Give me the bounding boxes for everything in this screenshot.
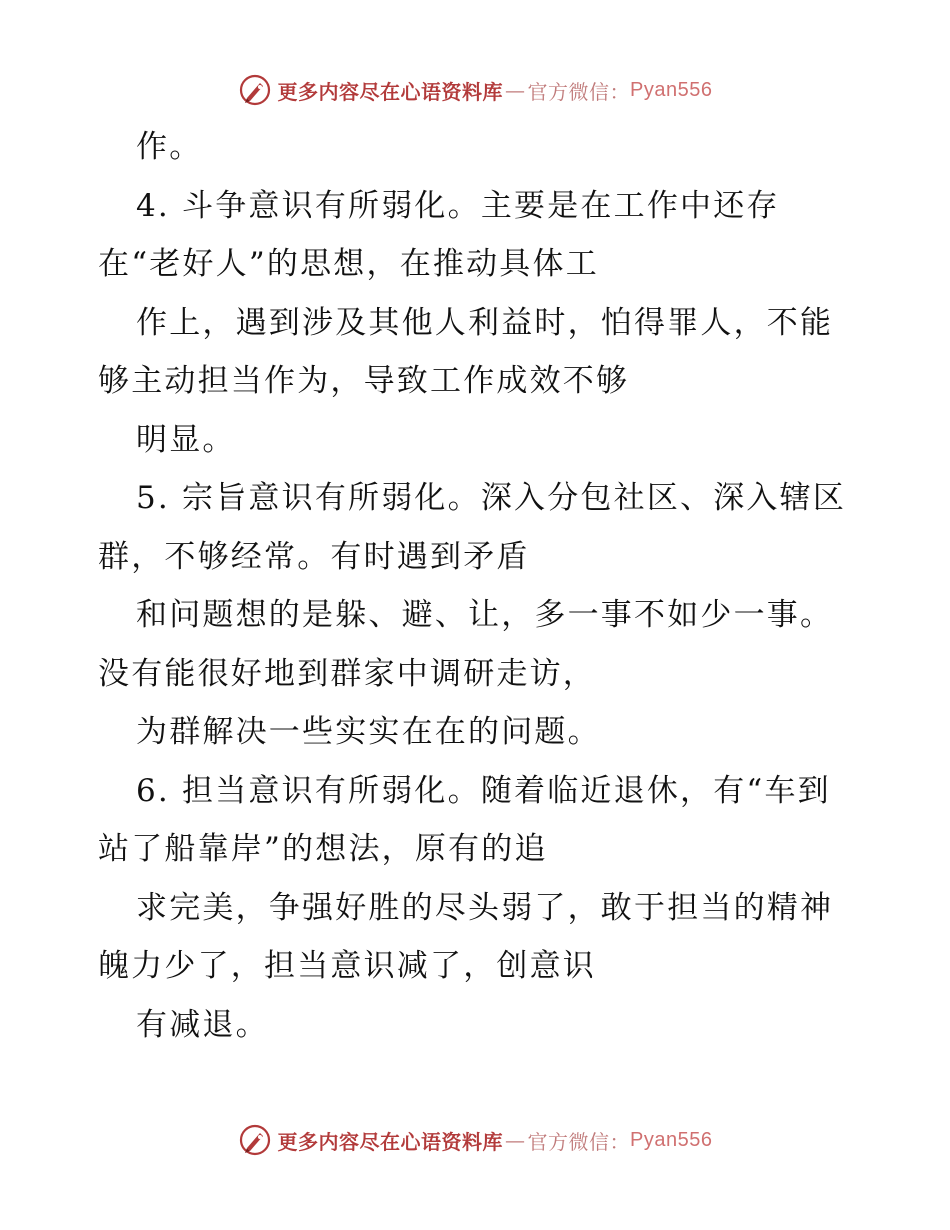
text-line: 求完美，争强好胜的尽头弱了，敢于担当的精神 [136,889,834,926]
text-line: 和问题想的是躲、避、让，多一事不如少一事。 [136,597,834,633]
text-line: 4. 斗争意识有所弱化。主要是在工作中还存 [136,187,780,224]
footer-watermark [0,1120,950,1160]
document-body [98,118,858,1054]
watermark-wechat-label: 官方微信： [527,1129,631,1154]
text-line: 没有能很好地到群家中调研走访， [98,655,596,692]
header-watermark [0,70,950,110]
watermark-separator: — [505,78,526,102]
watermark-separator: — [505,1128,526,1152]
text-line: 作。 [136,129,203,165]
watermark-site-text: 更多内容尽在心语资料库 [277,1129,504,1154]
text-line: 有减退。 [136,1006,269,1043]
watermark-text [278,1126,713,1155]
text-line: 魄力少了，担当意识减了，创意识 [98,948,596,984]
text-line: 在“老好人”的思想，在推动具体工 [98,246,599,282]
watermark-wechat-label: 官方微信： [527,79,631,104]
pen-logo-icon [238,73,272,107]
text-line: 群，不够经常。有时遇到矛盾 [98,538,530,575]
watermark-wechat-handle: Pyan556 [630,78,713,101]
text-line: 5. 宗旨意识有所弱化。深入分包社区、深入辖区 [136,480,847,516]
text-line: 站了船靠岸”的想法，原有的追 [98,831,548,867]
text-line: 为群解决一些实实在在的问题。 [136,714,601,750]
text-line: 作上，遇到涉及其他人利益时，怕得罪人，不能 [136,304,834,341]
pen-logo-icon [238,1123,272,1157]
text-line: 够主动担当作为，导致工作成效不够 [98,363,630,399]
watermark-site-text: 更多内容尽在心语资料库 [277,79,504,104]
text-line: 6. 担当意识有所弱化。随着临近退休，有“车到 [136,772,831,809]
text-line: 明显。 [136,421,236,458]
watermark-wechat-handle: Pyan556 [630,1128,713,1151]
watermark-text [278,76,713,105]
